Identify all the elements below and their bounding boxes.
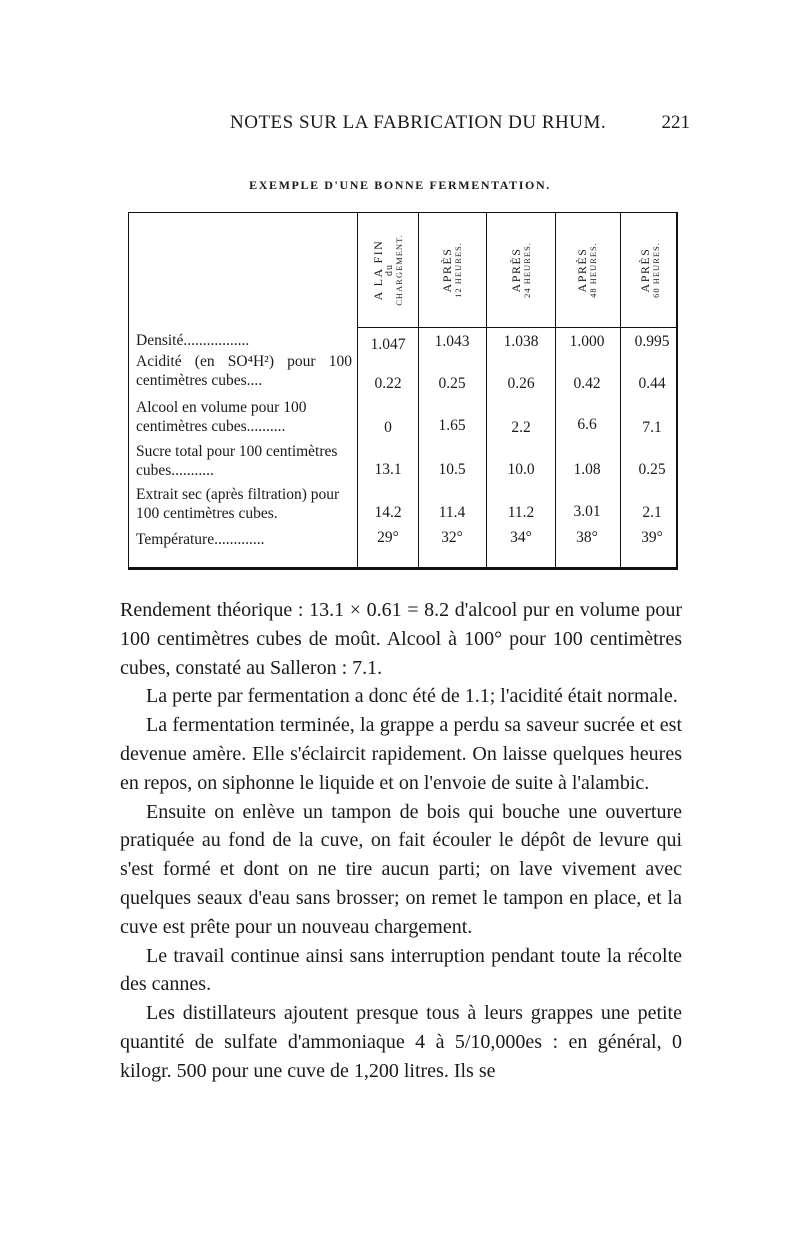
table-cell: 2.1 <box>642 504 662 521</box>
table-cell: 11.2 <box>507 504 535 521</box>
table-title: EXEMPLE D'UNE BONNE FERMENTATION. <box>249 178 551 192</box>
row-label-sucre: Sucre total pour 100 centimètres cubes........... <box>136 443 338 479</box>
column-header: APRÈS 12 HEURES. <box>440 242 463 298</box>
running-title: NOTES SUR LA FABRICATION DU RHUM. <box>230 112 607 133</box>
paragraph: La fermentation terminée, la grappe a perdu sa saveur sucrée et est devenue amère. Elle s'éclaircit rapidement. On laisse quelques heures en repos, on siphonne le liquide et on l'envoie de suite à l'alambic. <box>120 714 682 794</box>
paragraph: Le travail continue ainsi sans interruption pendant toute la récolte des cannes. <box>120 944 682 996</box>
table-cell: 38° <box>576 529 598 546</box>
table-divider <box>357 212 358 567</box>
table-cell: 10.0 <box>507 461 535 478</box>
table-cell: 1.65 <box>438 417 466 434</box>
table-cell: 1.047 <box>370 336 406 353</box>
table-cell: 0.995 <box>634 333 670 350</box>
table-cell: 11.4 <box>438 504 466 521</box>
paragraph: Rendement théorique : 13.1 × 0.61 = 8.2 d'alcool pur en volume pour 100 centimètres cubes de moût. Alcool à 100° pour 100 centimètres cubes, constaté au Salleron : 7.1. <box>120 599 682 679</box>
table-divider <box>620 212 621 567</box>
table-cell: 1.000 <box>569 333 605 350</box>
column-header: A LA FIN du CHARGEMENT. <box>370 234 405 306</box>
table-cell: 10.5 <box>438 461 466 478</box>
table-cell: 1.038 <box>503 333 539 350</box>
column-header: APRÈS 24 HEURES. <box>509 242 532 298</box>
header-rule <box>357 327 677 328</box>
table-cell: 1.08 <box>573 461 601 478</box>
table-cell: 29° <box>377 529 399 546</box>
table-cell: 0.42 <box>573 375 601 392</box>
table-cell: 0 <box>384 419 392 436</box>
row-label-extrait: Extrait sec (après filtration) pour 100 centimètres cubes. <box>136 486 340 522</box>
table-divider <box>555 212 556 567</box>
table-cell: 34° <box>510 529 532 546</box>
paragraph: Les distillateurs ajoutent presque tous à leurs grappes une petite quantité de sulfate d'ammoniaque 4 à 5/10,000es : en général, 0 kilogr. 500 pour une cuve de 1,200 litres. Ils se <box>120 1002 682 1082</box>
row-label-acidite: Acidité (en SO⁴H²) pour 100 centimètres cubes.... <box>136 353 352 389</box>
page-header <box>230 112 690 142</box>
table-cell: 0.25 <box>438 375 466 392</box>
table-cell: 3.01 <box>573 503 601 520</box>
table-cell: 1.043 <box>434 333 470 350</box>
table-cell: 14.2 <box>374 504 402 521</box>
table-cell: 0.22 <box>374 375 402 392</box>
table-cell: 0.25 <box>638 461 666 478</box>
paragraph: La perte par fermentation a donc été de 1.1; l'acidité était normale. <box>146 685 678 708</box>
column-header: APRÈS 60 HEURES. <box>638 242 661 298</box>
column-header: APRÈS 48 HEURES. <box>575 242 598 298</box>
table-cell: 32° <box>441 529 463 546</box>
body-text <box>120 596 682 1086</box>
table-divider <box>418 212 419 567</box>
paragraph: Ensuite on enlève un tampon de bois qui bouche une ouverture pratiquée au fond de la cuve, on fait écouler le dépôt de levure qui s'est formé et dont on ne tire aucun parti; on lave vivement avec quelques seaux d'eau sans brosser; on remet le tampon en place, et la cuve est prête pour un nouveau chargement. <box>120 800 682 938</box>
table-cell: 2.2 <box>511 419 531 436</box>
table-cell: 7.1 <box>642 419 662 436</box>
table-cell: 39° <box>641 529 663 546</box>
table-divider <box>486 212 487 567</box>
page-number: 221 <box>661 112 690 133</box>
table-cell: 6.6 <box>577 416 597 433</box>
row-label-temperature: Température............. <box>136 531 265 548</box>
table-cell: 13.1 <box>374 461 402 478</box>
row-label-alcool: Alcool en volume pour 100 centimètres cubes.......... <box>136 399 307 435</box>
table-cell: 0.44 <box>638 375 666 392</box>
row-label-densite: Densité................. <box>136 332 250 349</box>
table-cell: 0.26 <box>507 375 535 392</box>
